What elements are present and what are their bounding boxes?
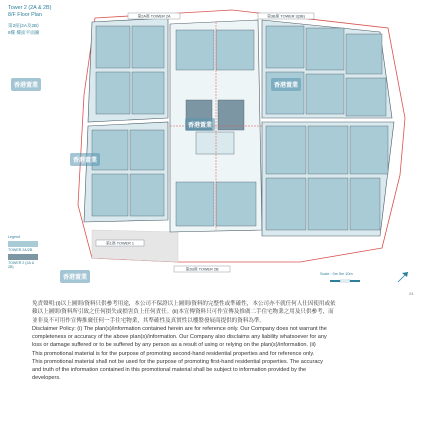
disclaimer-line: This promotional material shall not be used for the purpose of promoting first-hand residential properties. The accuracy (32, 358, 323, 365)
page-number: 24 (409, 291, 414, 296)
disclaimer-line: and truth of the information contained in this promotional material shall be subject to information provided by the (32, 367, 307, 373)
floor-plan-title: 8/F Floor Plan (8, 12, 42, 18)
disclaimer-line: completeness or accuracy of the above plan(s)/information. Our Company also disclaims any liability whatsoever for any (32, 334, 327, 340)
tower-label-2a: 第2A座 TOWER 2A (137, 14, 171, 19)
watermark-logo: 香港置業 (185, 118, 215, 131)
scale-label: Scale : 0m 5m 10m (320, 272, 353, 276)
watermark-logo: 香港置業 (11, 78, 41, 91)
disclaimer-line: 並非及不可用作宣傳推廣任何一手住宅物業，其準確性及真實性以樓盤發展商提供的資料為準。 (32, 317, 265, 324)
legend (8, 234, 38, 269)
legend-title: Legend (8, 235, 20, 239)
tower-label-2b: 第2B座 TOWER 2B (185, 267, 219, 272)
disclaimer-line: Disclaimer Policy: (i) The plan(s)/information contained herein are for reference only. Our Company does not warrant the (32, 325, 327, 332)
scale-bar (330, 280, 360, 282)
disclaimer-line: 賴以上圖則/資料所引致之任何損失或損害負上任何責任。(ii)本宣傳資料只可作宣傳及推廣二手住宅物業之用及只供參考，而 (32, 309, 334, 316)
left-wing (84, 18, 168, 222)
legend-label: TOWER 2 (2A & 2B) (8, 261, 35, 269)
legend-swatch (8, 241, 38, 247)
watermark-logo: 香港置業 (60, 270, 90, 283)
disclaimer-line: developers. (32, 375, 61, 382)
legend-label: TOWER 2A/2B (8, 248, 33, 252)
watermark-logo: 香港置業 (271, 78, 301, 91)
legend-swatch (8, 254, 38, 260)
central-core (170, 20, 262, 232)
compass-arrow-icon (398, 272, 408, 282)
disclaimer (32, 300, 404, 383)
disclaimer-line: This promotional material is for the purpose of promoting second-hand residential properties and for reference only. (32, 350, 315, 357)
disclaimer-line: loss or damage suffered or to be suffered by any person as a result of using or relying on the plan(s)/information. (ii) (32, 342, 316, 349)
watermark-logo: 香港置業 (70, 153, 100, 166)
tower-title-zh: 第2座(2A及2B) (8, 23, 39, 28)
disclaimer-line: 免責聲明:(i)以上圖則/資料只供參考用途，本公司不保證以上圖則/資料的完整性或準確性，本公司亦不就任何人仕因使用或依 (32, 301, 336, 307)
tower-label-3b: 第3B座 TOWER 3(3B) (267, 14, 305, 19)
tower-title: Tower 2 (2A & 2B) (8, 5, 52, 11)
tower-label-1: 第1座 TOWER 1 (106, 241, 134, 246)
floor-plan-title-zh: 8樓 樓面平面圖 (8, 30, 40, 35)
right-wing (262, 20, 394, 236)
